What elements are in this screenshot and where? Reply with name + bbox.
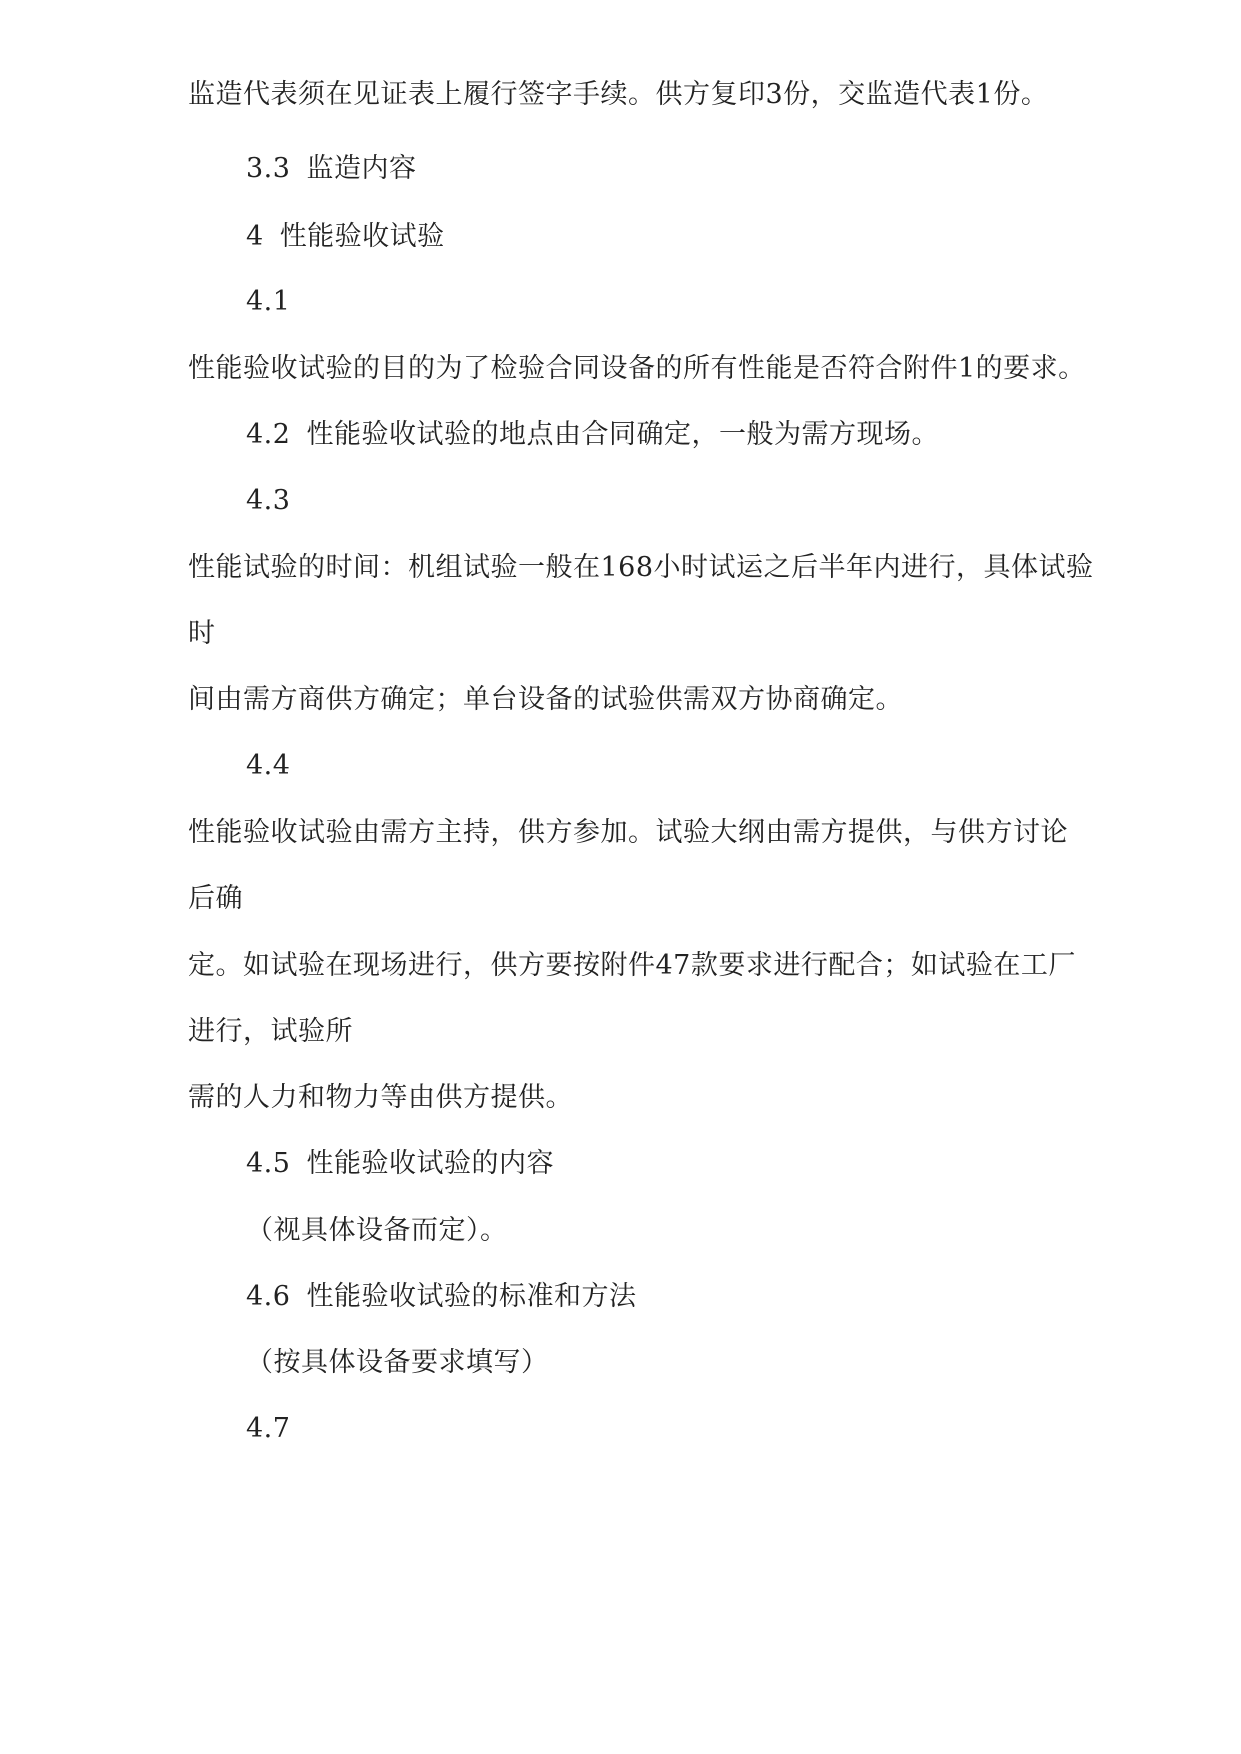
section-title: 性能验收试验的标准和方法 [306, 1281, 637, 1312]
section-number-4-1 [246, 284, 306, 320]
section-number: 4.7 [246, 1413, 291, 1444]
line-text: （按具体设备要求填写） [246, 1347, 549, 1378]
section-heading-4-2 [246, 417, 939, 453]
section-number: 4.5 [246, 1148, 291, 1179]
text-line [188, 550, 1094, 586]
section-number-4-7 [246, 1411, 306, 1447]
section-title: 性能验收试验 [279, 221, 445, 252]
text-line [188, 616, 216, 652]
text-line [246, 1345, 549, 1381]
text-line [188, 881, 243, 917]
section-number: 4.1 [246, 286, 291, 317]
section-heading-4-5 [246, 1146, 554, 1182]
section-heading-4-6 [246, 1279, 636, 1315]
line-text: 后确 [188, 883, 243, 914]
text-line [188, 77, 1048, 113]
line-text: 性能验收试验的目的为了检验合同设备的所有性能是否符合附件1的要求。 [188, 353, 1086, 384]
section-title: 监造内容 [306, 153, 417, 184]
line-text: 进行，试验所 [188, 1016, 353, 1047]
section-number: 4.4 [246, 750, 291, 781]
line-text: 时 [188, 618, 216, 649]
text-line [188, 815, 1068, 851]
line-text: 间由需方商供方确定；单台设备的试验供需双方协商确定。 [188, 684, 903, 715]
text-line [188, 682, 903, 718]
text-line [188, 948, 1076, 984]
section-number: 4.6 [246, 1281, 291, 1312]
text-line [246, 1213, 508, 1249]
section-heading-3-3 [246, 151, 416, 187]
text-line [188, 1014, 353, 1050]
line-text: 性能试验的时间：机组试验一般在168小时试运之后半年内进行，具体试验 [188, 552, 1094, 583]
section-number-4-4 [246, 748, 306, 784]
line-text: （视具体设备而定）。 [246, 1215, 508, 1246]
text-line [188, 351, 1086, 387]
section-number: 4.2 [246, 419, 291, 450]
section-number: 4 [246, 221, 264, 252]
section-number: 4.3 [246, 485, 291, 516]
section-number: 3.3 [246, 153, 291, 184]
section-title: 性能验收试验的内容 [306, 1148, 554, 1179]
section-title: 性能验收试验的地点由合同确定，一般为需方现场。 [306, 419, 939, 450]
line-text: 定。如试验在现场进行，供方要按附件47款要求进行配合；如试验在工厂 [188, 950, 1076, 981]
section-heading-4 [246, 219, 445, 255]
line-text: 需的人力和物力等由供方提供。 [188, 1082, 573, 1113]
line-text: 监造代表须在见证表上履行签字手续。供方复印3份，交监造代表1份。 [188, 79, 1049, 110]
line-text: 性能验收试验由需方主持，供方参加。试验大纲由需方提供，与供方讨论 [188, 817, 1068, 848]
section-number-4-3 [246, 483, 306, 519]
text-line [188, 1080, 573, 1116]
